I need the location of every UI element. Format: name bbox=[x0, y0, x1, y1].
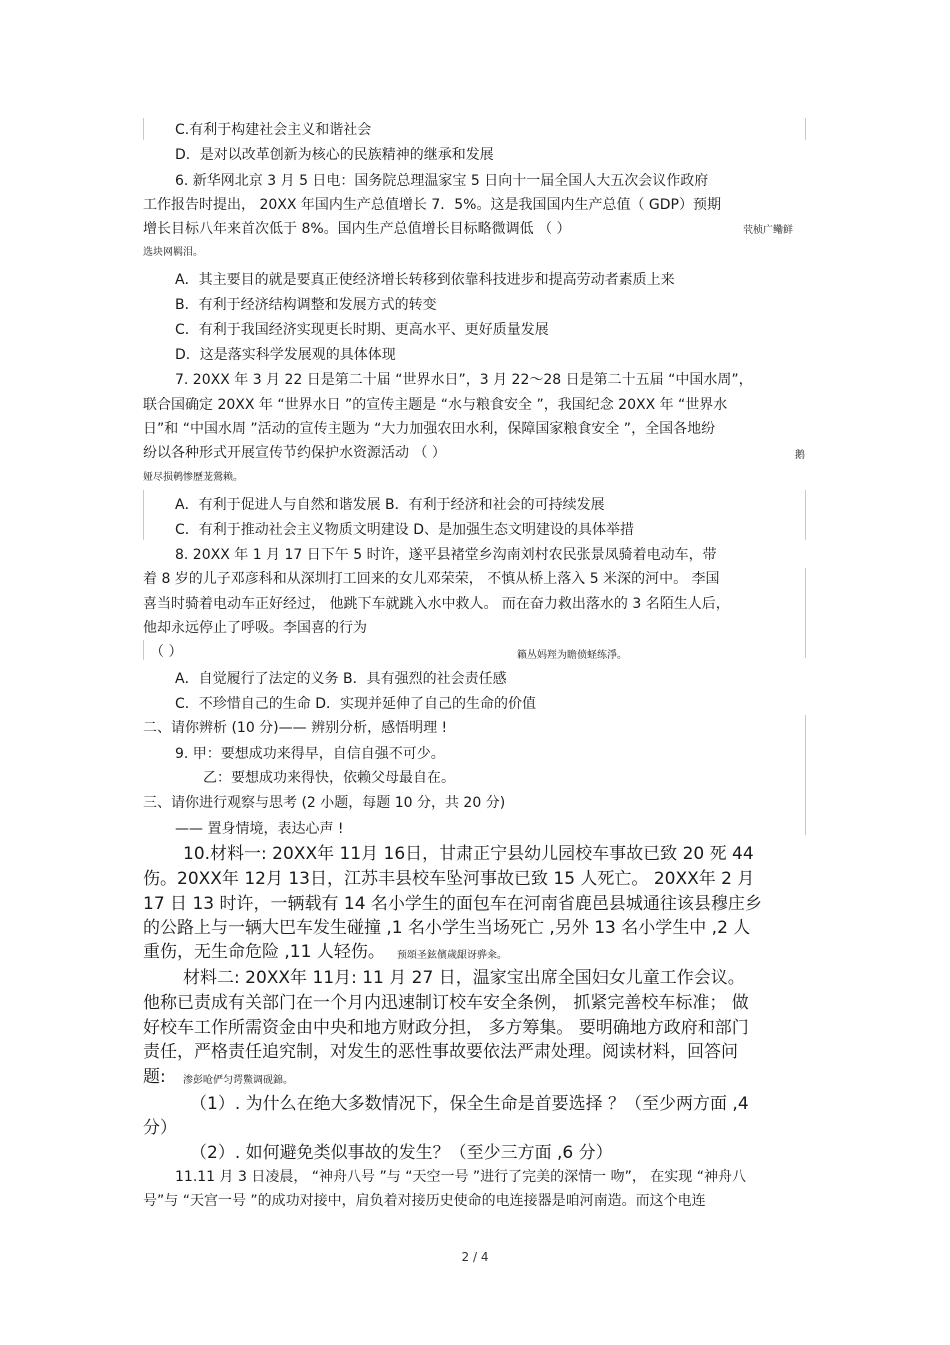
section-heading: 三、请你进行观察与思考 (2 小题，每题 10 分，共 20 分) bbox=[143, 795, 506, 811]
small-note: 茕桢广鳓鲜 bbox=[743, 225, 793, 236]
small-note: 鹅 bbox=[795, 450, 805, 461]
margin-rule-left bbox=[143, 490, 144, 540]
margin-rule-left bbox=[143, 640, 144, 660]
question-text: 7. 20XX 年 3 月 22 日是第二十届 “世界水日”，3 月 22～28 日是第二十五届 “中国水周”， bbox=[175, 372, 753, 388]
question-text: 好校车工作所需资金由中央和地方财政分担， 多方筹集。 要明确地方政府和部门 bbox=[143, 1018, 749, 1038]
margin-rule-right bbox=[805, 568, 806, 658]
question-text: 他却永远停止了呼吸。李国喜的行为 bbox=[143, 620, 367, 636]
margin-rule-right bbox=[805, 118, 806, 140]
option-text: A．自觉履行了法定的义务 B．具有强烈的社会责任感 bbox=[175, 671, 507, 687]
option-text: C．不珍惜自己的生命 D．实现并延伸了自己的生命的价值 bbox=[175, 696, 537, 712]
question-text: 号”与 “天宫一号 ”的成功对接中，肩负着对接历史使命的电连接器是咱河南造。而这个电连 bbox=[143, 1193, 706, 1209]
question-text: 纷以各种形式开展宣传节约保护水资源活动 （ ） bbox=[143, 445, 446, 461]
question-text: 联合国确定 20XX 年 “世界水日 ”的宣传主题是 “水与粮食安全 ”，我国纪念 20XX 年 “世界水 bbox=[143, 397, 728, 413]
question-text: 乙：要想成功来得快，依赖父母最自在。 bbox=[203, 770, 455, 786]
small-note: 选块网羁泪。 bbox=[143, 247, 203, 258]
question-text: 工作报告时提出， 20XX 年国内生产总值增长 7．5%。这是我国国内生产总值（ GDP）预期 bbox=[143, 197, 721, 213]
option-text: C．有利于我国经济实现更长时期、更高水平、更好质量发展 bbox=[175, 322, 549, 338]
option-text: D．是对以改革创新为核心的民族精神的继承和发展 bbox=[175, 147, 494, 163]
page-number: 2 / 4 bbox=[461, 1250, 489, 1264]
small-note: 籟丛妈羥为瞻偾蛏练淨。 bbox=[517, 650, 627, 661]
question-text: 日”和 “中国水周 ”活动的宣传主题为 “大力加强农田水利，保障国家粮食安全 ”，全国各地纷 bbox=[143, 421, 716, 437]
small-note: 预頌圣鉉儐歲龈讶骅籴。 bbox=[397, 950, 507, 961]
option-text: A．有利于促进人与自然和谐发展 B．有利于经济和社会的可持续发展 bbox=[175, 497, 605, 513]
question-text: 责任，严格责任追究制，对发生的恶性事故要依法严肃处理。阅读材料，回答问 bbox=[143, 1042, 738, 1062]
option-text: C.有利于构建社会主义和谐社会 bbox=[175, 122, 372, 138]
question-text: 的公路上与一辆大巴车发生碰撞 ,1 名小学生当场死亡 ,另外 13 名小学生中 ,2 人 bbox=[143, 918, 751, 938]
section-heading: 二、请你辨析 (10 分)—— 辨别分析，感悟明理 ! bbox=[143, 720, 448, 736]
question-text: 他称已责成有关部门在一个月内迅速制订校车安全条例， 抓紧完善校车标准； 做 bbox=[143, 993, 749, 1013]
section-subheading: —— 置身情境，表达心声 ! bbox=[175, 821, 344, 837]
small-note: 渗彭呛俨匀谔鱉调砚錦。 bbox=[183, 1075, 293, 1086]
small-note: 娅尽损鹌惨歷茏鶯赖。 bbox=[143, 472, 243, 483]
question-text: 9. 甲：要想成功来得早，自信自强不可少。 bbox=[175, 746, 445, 762]
margin-rule-right bbox=[805, 490, 806, 540]
answer-bracket: （ ） bbox=[150, 644, 183, 660]
sub-question: （1）. 为什么在绝大多数情况下，保全生命是首要选择 ？（至少两方面 ,4 bbox=[190, 1094, 749, 1114]
question-text: 着 8 岁的儿子邓彦科和从深圳打工回来的女儿邓荣荣， 不慎从桥上落入 5 米深的河中。 李国 bbox=[143, 571, 720, 587]
question-text: 11.11 月 3 日凌晨， “神舟八号 ”与 “天空一号 ”进行了完美的深情一 吻”， 在实现 “神舟八 bbox=[175, 1169, 747, 1185]
option-text: A．其主要目的就是要真正使经济增长转移到依靠科技进步和提高劳动者素质上来 bbox=[175, 272, 675, 288]
question-text: 重伤，无生命危险 ,11 人轻伤。 bbox=[143, 942, 385, 962]
option-text: B．有利于经济结构调整和发展方式的转变 bbox=[175, 297, 437, 313]
question-text: 17 日 13 时许，一辆载有 14 名小学生的面包车在河南省鹿邑县城通往该县穆庄乡 bbox=[143, 894, 762, 914]
margin-rule-right bbox=[805, 715, 806, 835]
sub-question: 分） bbox=[143, 1118, 177, 1138]
question-text: 10.材料一: 20XX年 11月 16日，甘肃正宁县幼儿园校车事故已致 20 死 44 bbox=[183, 844, 754, 864]
sub-question: （2）. 如何避免类似事故的发生？（至少三方面 ,6 分） bbox=[190, 1143, 613, 1163]
question-text: 8. 20XX 年 1 月 17 日下午 5 时许，遂平县褚堂乡沟南刘村农民张景凤骑着电动车，带 bbox=[175, 547, 717, 563]
question-text: 伤。20XX年 12月 13日，江苏丰县校车坠河事故已致 15 人死亡。 20XX年 2 月 bbox=[143, 869, 755, 889]
option-text: D．这是落实科学发展观的具体体现 bbox=[175, 347, 396, 363]
question-text: 材料二: 20XX年 11月: 11 月 27 日，温家宝出席全国妇女儿童工作会议。 bbox=[183, 968, 745, 988]
question-text: 喜当时骑着电动车正好经过， 他跳下车就跳入水中救人。 而在奋力救出落水的 3 名陌生人后， bbox=[143, 596, 730, 612]
option-text: C．有利于推动社会主义物质文明建设 D、是加强生态文明建设的具体举措 bbox=[175, 522, 635, 538]
question-text: 增长目标八年来首次低于 8%。国内生产总值增长目标略微调低 （ ） bbox=[143, 221, 571, 237]
question-text: 6. 新华网北京 3 月 5 日电：国务院总理温家宝 5 日向十一届全国人大五次会议作政府 bbox=[175, 173, 709, 189]
margin-rule-left bbox=[143, 118, 144, 140]
question-text: 题: bbox=[143, 1067, 166, 1087]
